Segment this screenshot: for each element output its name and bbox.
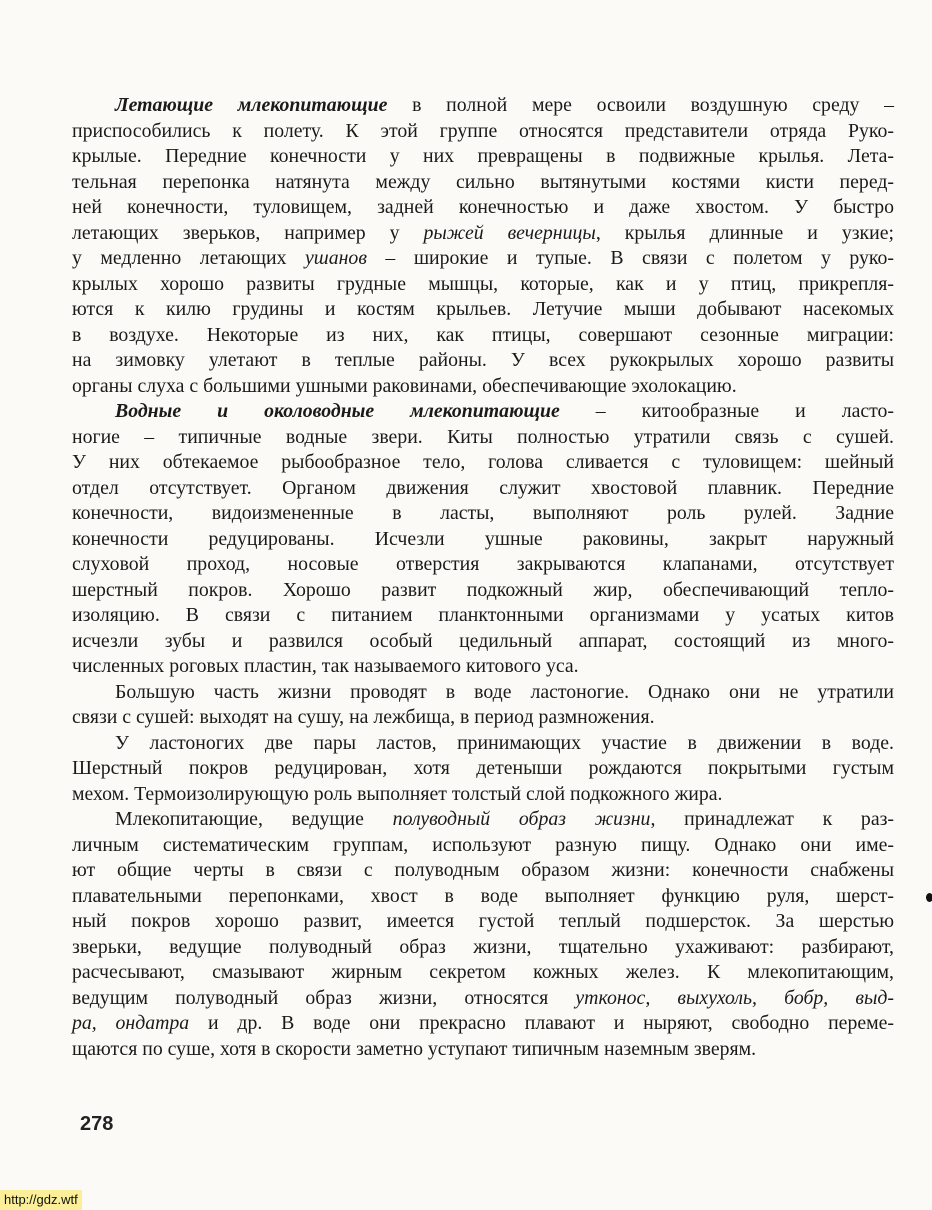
text-line <box>72 680 894 706</box>
text-line <box>72 578 894 604</box>
text-line <box>72 654 894 680</box>
text-line <box>72 221 894 247</box>
text-run: личным систематическим группам, используют разную пищу. Однако они име- <box>72 833 894 856</box>
text-run: у медленно летающих <box>72 247 306 269</box>
text-run: У них обтекаемое рыбообразное тело, голова сливается с туловищем: шейный <box>72 451 894 473</box>
paragraph <box>72 731 894 808</box>
text-line <box>72 119 894 145</box>
text-line <box>72 833 894 859</box>
watermark-link[interactable]: http://gdz.wtf <box>0 1190 82 1210</box>
text-line <box>72 476 894 502</box>
text-run: летающих зверьков, например у <box>72 221 424 244</box>
text-line <box>72 705 894 731</box>
text-line <box>72 986 894 1012</box>
text-line <box>72 93 894 119</box>
term-heading: Летающие млекопитающие <box>115 94 388 116</box>
text-run: , крылья длинные и узкие; <box>595 221 895 244</box>
text-run: Шерстный покров редуцирован, хотя детеныши рождаются покрытыми густым <box>72 757 894 779</box>
paragraph <box>72 807 894 1062</box>
text-line <box>72 629 894 655</box>
text-line <box>72 348 894 374</box>
text-run: в полной мере освоили воздушную среду – <box>387 94 895 116</box>
text-run: ный покров хорошо развит, имеется густой теплый подшерсток. За шерстью <box>72 910 894 932</box>
scan-mark <box>926 893 932 902</box>
text-line <box>72 935 894 961</box>
text-run: ют общие черты в связи с полуводным образом жизни: конечности снабжены <box>72 859 894 881</box>
text-line <box>72 195 894 221</box>
text-run: ногие – типичные водные звери. Киты полностью утратили связь с сушей. <box>72 425 894 448</box>
text-run: расчесывают, смазывают жирным секретом кожных желез. К млекопитающим, <box>72 961 894 983</box>
text-run: конечности редуцированы. Исчезли ушные раковины, закрыт наружный <box>72 527 894 550</box>
text-line <box>72 960 894 986</box>
text-line <box>72 450 894 476</box>
text-line <box>72 858 894 884</box>
italic-term: полуводный образ жизни <box>392 808 651 830</box>
text-run: щаются по суше, хотя в скорости заметно уступают типичным наземным зверям. <box>72 1037 757 1060</box>
text-run: отдел отсутствует. Органом движения служит хвостовой плавник. Передние <box>72 476 894 499</box>
text-line <box>72 399 894 425</box>
text-line <box>72 909 894 935</box>
text-run: приспособились к полету. К этой группе относятся представители отряда Руко- <box>72 119 894 142</box>
text-line <box>72 1011 894 1037</box>
text-line <box>72 807 894 833</box>
text-run: – широкие и тупые. В связи с полетом у руко- <box>366 247 894 269</box>
term-heading: Водные и околоводные млекопитающие <box>115 400 560 422</box>
text-line <box>72 731 894 757</box>
text-run: шерстный покров. Хорошо развит подкожный жир, обеспечивающий тепло- <box>72 578 894 601</box>
text-line <box>72 603 894 629</box>
body-text <box>72 93 894 1062</box>
italic-term: рыжей вечерницы <box>423 221 596 244</box>
paragraph <box>72 93 894 399</box>
text-run: плавательными перепонками, хвост в воде выполняет функцию руля, шерст- <box>72 884 894 907</box>
text-run: крылые. Передние конечности у них превращены в подвижные крылья. Лета- <box>72 145 894 167</box>
text-run: зверьки, ведущие полуводный образ жизни, тщательно ухаживают: разбирают, <box>72 935 894 958</box>
text-run: и др. В воде они прекрасно плавают и ныряют, свободно переме- <box>189 1012 894 1034</box>
text-line <box>72 884 894 910</box>
text-run: численных роговых пластин, так называемого китового уса. <box>72 655 579 677</box>
text-line <box>72 552 894 578</box>
text-line <box>72 527 894 553</box>
text-run: Большую часть жизни проводят в воде ластоногие. Однако они не утратили <box>115 680 894 703</box>
text-line <box>72 501 894 527</box>
text-run: ются к килю грудины и костям крыльев. Летучие мыши добывают насекомых <box>72 298 894 320</box>
text-run: мехом. Термоизолирующую роль выполняет толстый слой подкожного жира. <box>72 782 723 805</box>
text-run: , принадлежат к раз- <box>650 808 894 830</box>
text-run: Млекопитающие, ведущие <box>115 808 393 830</box>
text-run: – китообразные и ласто- <box>559 400 894 422</box>
text-line <box>72 323 894 349</box>
text-run: конечности, видоизмененные в ласты, выполняют роль рулей. Задние <box>72 502 894 524</box>
text-line <box>72 272 894 298</box>
text-line <box>72 246 894 272</box>
text-line <box>72 1037 894 1063</box>
paragraph <box>72 680 894 731</box>
text-line <box>72 756 894 782</box>
text-run: крылых хорошо развиты грудные мышцы, которые, как и у птиц, прикрепля- <box>72 272 894 295</box>
text-run: органы слуха с большими ушными раковинами, обеспечивающие эхолокацию. <box>72 374 737 397</box>
text-line <box>72 144 894 170</box>
italic-term: ушанов <box>305 247 367 269</box>
text-line <box>72 782 894 808</box>
paragraph <box>72 399 894 680</box>
text-run: слуховой проход, носовые отверстия закрываются клапанами, отсутствует <box>72 553 894 575</box>
text-line <box>72 170 894 196</box>
page-number: 278 <box>80 1113 114 1135</box>
text-line <box>72 425 894 451</box>
text-run: на зимовку улетают в теплые районы. У всех рукокрылых хорошо развиты <box>72 349 894 371</box>
text-run: тельная перепонка натянута между сильно вытянутыми костями кисти перед- <box>72 170 894 193</box>
text-run: У ластоногих две пары ластов, принимающих участие в движении в воде. <box>115 731 894 754</box>
text-run: ней конечности, туловищем, задней конечностью и даже хвостом. У быстро <box>72 196 894 218</box>
text-run: исчезли зубы и развился особый цедильный аппарат, состоящий из много- <box>72 629 894 652</box>
italic-term: утконос, выхухоль, бобр, выд- <box>575 986 894 1009</box>
text-run: изоляцию. В связи с питанием планктонными организмами у усатых китов <box>72 604 894 626</box>
text-line <box>72 297 894 323</box>
italic-term: ра, ондатра <box>72 1012 190 1034</box>
text-run: связи с сушей: выходят на сушу, на лежбища, в период размножения. <box>72 706 655 728</box>
text-line <box>72 374 894 400</box>
text-run: ведущим полуводный образ жизни, относятся <box>72 986 576 1009</box>
text-run: в воздухе. Некоторые из них, как птицы, совершают сезонные миграции: <box>72 323 894 346</box>
